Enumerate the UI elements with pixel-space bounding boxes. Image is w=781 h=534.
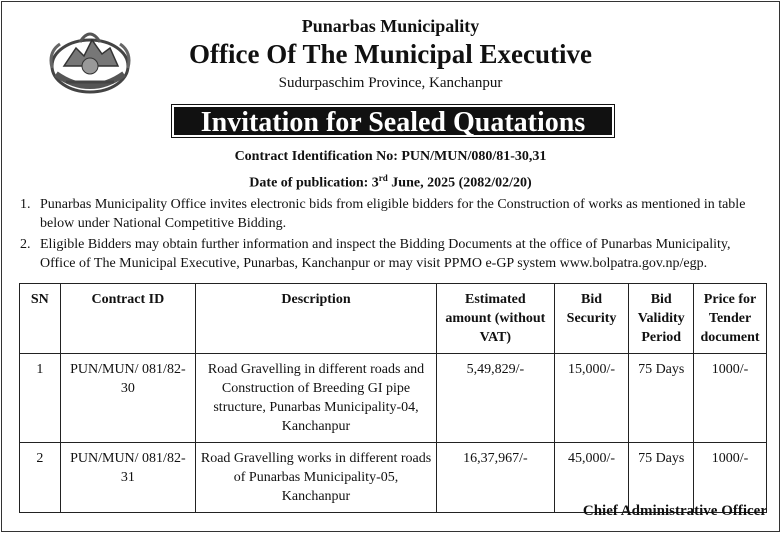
- bid-table: [19, 283, 767, 513]
- notice-paragraphs: [20, 195, 767, 275]
- letterhead: [2, 14, 779, 94]
- contract-identification: Contract Identification No: PUN/MUN/080/81-30,31: [234, 149, 547, 164]
- table-header-row: [20, 284, 767, 354]
- table-row: 2 PUN/MUN/ 081/82-31 Road Gravelling works in different roads of Punarbas Municipality-05, Kanchanpur 16,37,967/- 45,000/- 75 Days 1000/-: [20, 443, 767, 513]
- paragraph-2: 2. Eligible Bidders may obtain further information and inspect the Bidding Documents at the office of Punarbas Municipality, Office of The Municipal Executive, Punarbas, Kanchanpur or may visit PPMO e-GP system www.bolpatra.gov.np/egp.: [20, 237, 731, 271]
- table-row: 1 PUN/MUN/ 081/82-30 Road Gravelling in different roads and Construction of Breeding GI pipe structure, Punarbas Municipality-04, Kanchanpur 5,49,829/- 15,000/- 75 Days 1000/-: [20, 354, 767, 443]
- col-sn: SN: [20, 284, 61, 354]
- col-contract-id: Contract ID: [60, 284, 195, 354]
- col-bid-security: Bid Security: [554, 284, 629, 354]
- signatory-title: Chief Administrative Officer: [582, 503, 767, 519]
- publication-date: Date of publication: 3rd June, 2025 (2082/02/20): [249, 173, 532, 191]
- col-description: Description: [196, 284, 437, 354]
- col-bid-validity: Bid Validity Period: [629, 284, 694, 354]
- notice-title-banner: Invitation for Sealed Quatations: [172, 105, 614, 137]
- paragraph-1: 1. Punarbas Municipality Office invites electronic bids from eligible bidders for the Construction of works as mentioned in table below under National Competitive Bidding.: [20, 197, 746, 231]
- notice-page: [1, 1, 780, 532]
- col-tender-price: Price for Tender document: [694, 284, 767, 354]
- municipality-name: Punarbas Municipality: [301, 16, 480, 36]
- province-line: Sudurpaschim Province, Kanchanpur: [278, 75, 503, 91]
- office-title: Office Of The Municipal Executive: [189, 39, 592, 69]
- col-estimated-amount: Estimated amount (without VAT): [436, 284, 554, 354]
